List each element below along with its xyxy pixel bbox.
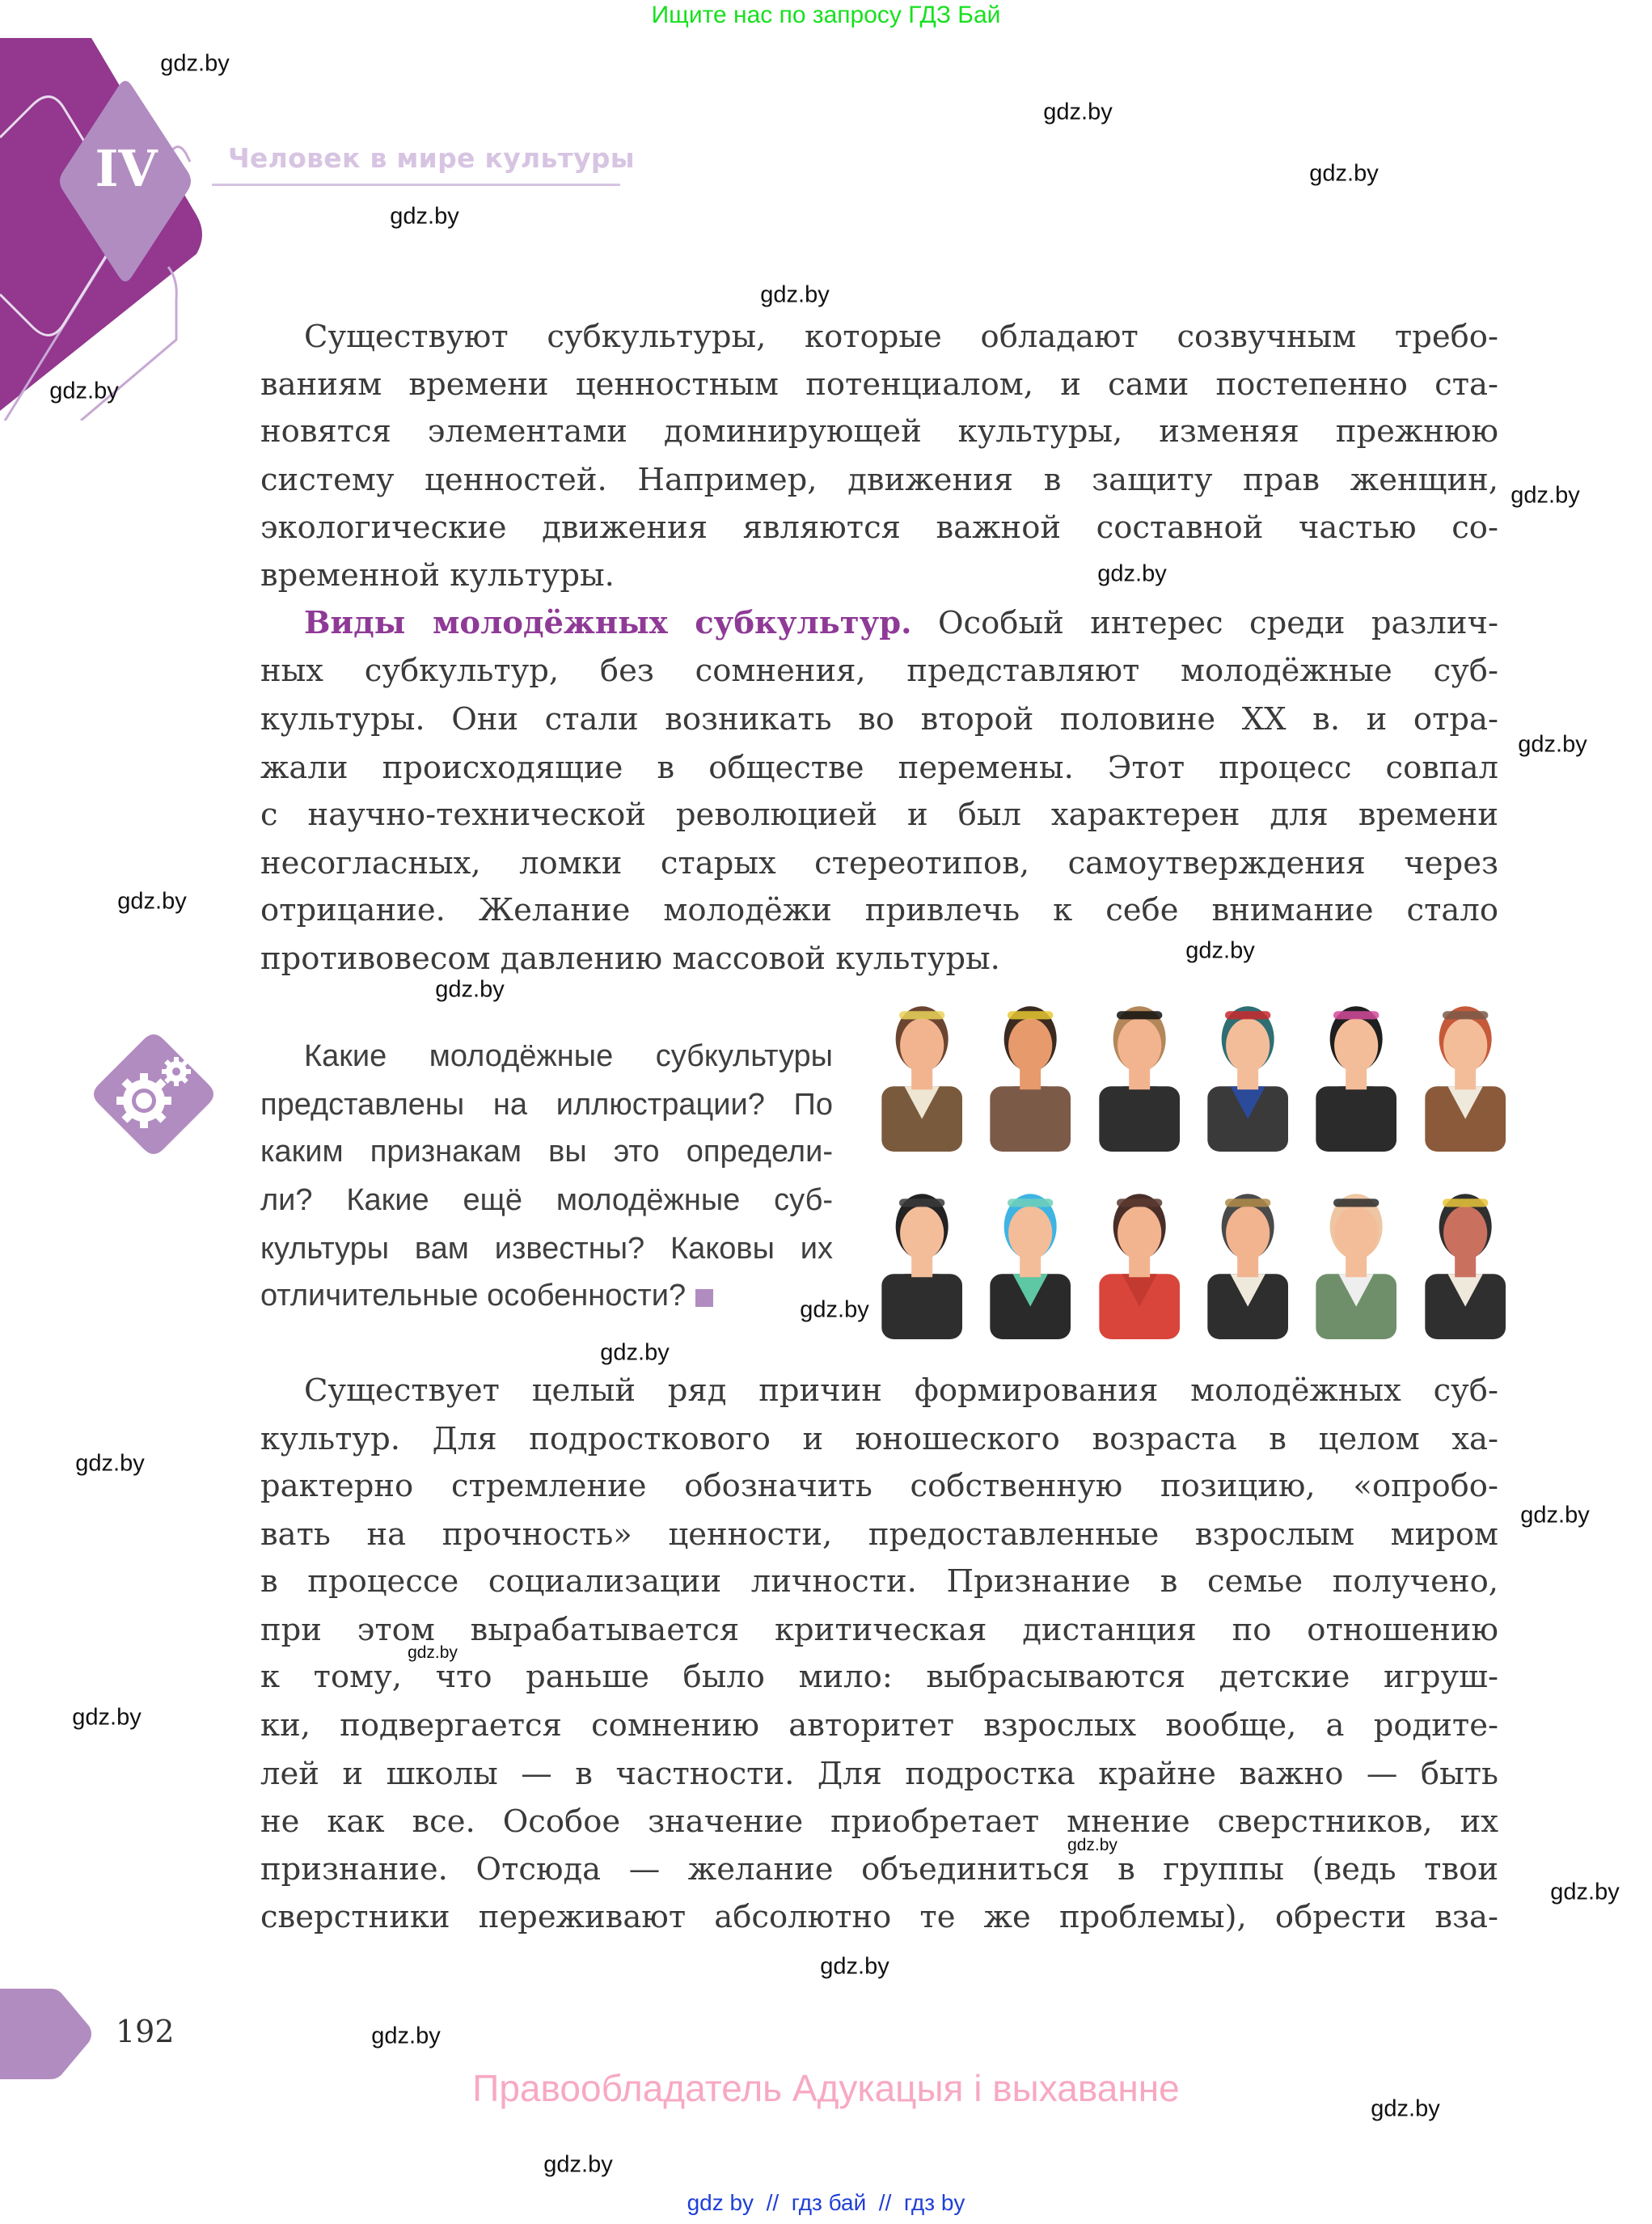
watermark: gdz.by xyxy=(1097,560,1167,587)
text-line: при этом вырабатывается критическая дистанция по отношению xyxy=(260,1612,1498,1648)
avatar-emo xyxy=(1312,988,1400,1152)
watermark: gdz.by xyxy=(371,2023,441,2049)
avatar-hippie xyxy=(878,988,965,1152)
text-line-rest: Особый интерес среди различ- xyxy=(911,605,1498,641)
text-line: систему ценностей. Например, движения в защиту прав женщин, xyxy=(260,462,1498,498)
watermark: gdz.by xyxy=(1067,1836,1118,1854)
watermark: gdz.by xyxy=(49,378,119,404)
question-last-text: отличительные особенности? xyxy=(260,1279,687,1313)
text-line: с научно-технической революцией и был характерен для времени xyxy=(260,797,1498,833)
watermark: gdz.by xyxy=(435,976,505,1003)
watermark: gdz.by xyxy=(543,2151,613,2178)
watermark: gdz.by xyxy=(1043,99,1113,125)
watermark: gdz.by xyxy=(760,281,830,308)
text-line: новятся элементами доминирующей культуры, изменяя прежнюю xyxy=(260,413,1498,450)
text-line: не как все. Особое значение приобретает мнение сверстников, их xyxy=(260,1803,1498,1840)
text-line: ных субкультур, без сомнения, представляют молодёжные суб- xyxy=(260,653,1498,689)
question-end-marker xyxy=(695,1289,713,1307)
chapter-title-underline xyxy=(212,184,620,186)
watermark: gdz.by xyxy=(1510,482,1580,509)
watermark: gdz.by xyxy=(75,1450,145,1477)
watermark: gdz.by xyxy=(408,1643,458,1662)
watermark: gdz.by xyxy=(117,888,187,915)
watermark: gdz.by xyxy=(820,1953,889,1980)
avatar-metalhead xyxy=(1096,988,1183,1152)
avatar-goth xyxy=(878,1176,965,1339)
question-line: каким признакам вы это определи- xyxy=(260,1135,833,1169)
footer-links[interactable]: gdz by // гдз бай // гдз by xyxy=(687,2190,965,2215)
text-line: культуры. Они стали возникать во второй половине XX в. и отра- xyxy=(260,701,1498,738)
question-line: культуры вам известны? Каковы их xyxy=(260,1232,833,1266)
text-line: несогласных, ломки старых стереотипов, самоутверждения через xyxy=(260,845,1498,882)
watermark: gdz.by xyxy=(1520,1502,1590,1528)
avatar-punk xyxy=(1204,988,1291,1152)
watermark: gdz.by xyxy=(600,1339,670,1366)
text-line: ки, подвергается сомнению авторитет взрослых вообще, а родите- xyxy=(260,1707,1498,1744)
avatar-rastafarian xyxy=(987,988,1074,1152)
text-line: признание. Отсюда — желание объединиться в группы (ведь твои xyxy=(260,1851,1498,1888)
text-line: Существуют субкультуры, которые обладают созвучным требо- xyxy=(304,319,1498,355)
watermark: gdz.by xyxy=(1371,2095,1440,2122)
text-line: экологические движения являются важной составной частью со- xyxy=(260,509,1498,546)
text-line: к тому, что раньше было мило: выбрасываются детские игруш- xyxy=(260,1659,1498,1695)
text-line: ваниям времени ценностным потенциалом, и сами постепенно ста- xyxy=(260,366,1498,403)
avatar-skinhead xyxy=(1312,1176,1400,1339)
text-line: отрицание. Желание молодёжи привлечь к себе внимание стало xyxy=(260,892,1498,928)
avatar-biker xyxy=(1204,1176,1291,1339)
question-line: представлены на иллюстрации? По xyxy=(260,1088,833,1122)
text-line: лей и школы — в частности. Для подростка крайне важно — быть xyxy=(260,1756,1498,1792)
question-line xyxy=(260,1275,833,1316)
avatar-hipster xyxy=(1096,1176,1183,1339)
watermark: gdz.by xyxy=(1518,731,1587,758)
avatar-rapper xyxy=(1422,1176,1509,1339)
text-line: временной культуры. xyxy=(260,557,615,594)
avatar-steampunk xyxy=(1422,988,1509,1152)
watermark: gdz.by xyxy=(1185,937,1255,964)
text-line: противовесом давлению массовой культуры. xyxy=(260,941,1000,977)
chapter-title: Человек в мире культуры xyxy=(228,142,635,174)
text-line: культур. Для подросткового и юношеского возраста в целом ха- xyxy=(260,1421,1498,1457)
watermark: gdz.by xyxy=(1309,160,1379,187)
text-line: сверстники переживают абсолютно те же проблемы), обрести вза- xyxy=(260,1899,1498,1935)
chapter-header-shape xyxy=(0,32,259,421)
text-line: вать на прочность» ценности, предоставленные взрослым миром xyxy=(260,1516,1498,1553)
watermark: gdz.by xyxy=(72,1704,142,1731)
watermark: gdz.by xyxy=(390,203,459,230)
text-line: Существует целый ряд причин формирования молодёжных суб- xyxy=(304,1372,1498,1409)
page-number: 192 xyxy=(116,2014,175,2049)
section-heading: Виды молодёжных субкультур. xyxy=(304,605,912,641)
top-search-banner[interactable]: Ищите нас по запросу ГДЗ Бай xyxy=(651,2,1001,28)
text-line: в процессе социализации личности. Признание в семье получено, xyxy=(260,1563,1498,1600)
text-line xyxy=(304,603,1498,644)
chapter-number: IV xyxy=(95,139,158,198)
gears-icon xyxy=(91,1031,217,1157)
watermark: gdz.by xyxy=(800,1296,869,1323)
avatar-cyber-goth xyxy=(987,1176,1074,1339)
watermark: gdz.by xyxy=(160,50,230,77)
text-line: рактерно стремление обозначить собственную позицию, «опробо- xyxy=(260,1468,1498,1504)
question-line: ли? Какие ещё молодёжные суб- xyxy=(260,1183,833,1217)
copyright-notice: Правообладатель Адукацыя і выхаванне xyxy=(472,2067,1180,2109)
text-line: жали происходящие в обществе перемены. Этот процесс совпал xyxy=(260,750,1498,786)
question-line: Какие молодёжные субкультуры xyxy=(304,1039,833,1073)
watermark: gdz.by xyxy=(1550,1879,1620,1905)
subcultures-illustration xyxy=(878,988,1509,1339)
